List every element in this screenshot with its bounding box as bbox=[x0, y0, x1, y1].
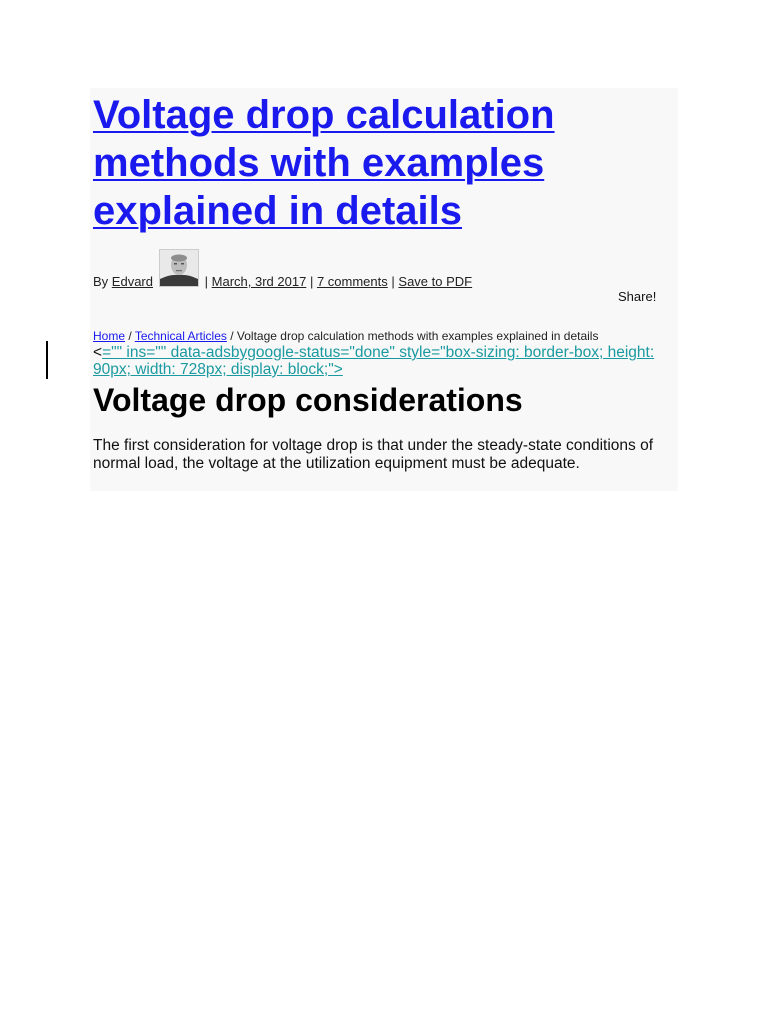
byline-separator: | bbox=[204, 274, 209, 289]
save-to-pdf-link[interactable]: Save to PDF bbox=[398, 274, 473, 289]
breadcrumb-current: Voltage drop calculation methods with examples explained in details bbox=[236, 329, 599, 343]
breadcrumb bbox=[93, 329, 598, 343]
by-label: By bbox=[93, 274, 109, 289]
breadcrumb-separator: / bbox=[230, 329, 234, 343]
byline-separator: | bbox=[309, 274, 314, 289]
broken-ad-prefix: < bbox=[93, 344, 103, 361]
text-cursor bbox=[46, 341, 48, 379]
byline bbox=[93, 274, 472, 290]
date-link[interactable]: March, 3rd 2017 bbox=[211, 274, 307, 289]
breadcrumb-home-link[interactable]: Home bbox=[93, 329, 126, 343]
breadcrumb-category-link[interactable]: Technical Articles bbox=[134, 329, 227, 343]
section-heading: Voltage drop considerations bbox=[93, 382, 523, 418]
share-button[interactable]: Share! bbox=[618, 289, 657, 304]
comments-link[interactable]: 7 comments bbox=[316, 274, 388, 289]
breadcrumb-separator: / bbox=[128, 329, 132, 343]
broken-ad-link[interactable]: ="" ins="" data-adsbygoogle-status="done" style="box-sizing: border-box; height: 90px; width: 728px; display: block;"> bbox=[93, 344, 655, 378]
article-paragraph: The first consideration for voltage drop is that under the steady-state conditions of normal load, the voltage at the utilization equipment must be adequate. bbox=[93, 437, 654, 472]
byline-separator: | bbox=[391, 274, 395, 289]
author-link[interactable]: Edvard bbox=[111, 274, 153, 289]
article-title-link[interactable]: Voltage drop calculation methods with examples explained in details bbox=[93, 93, 555, 233]
broken-ad-markup bbox=[93, 344, 673, 378]
